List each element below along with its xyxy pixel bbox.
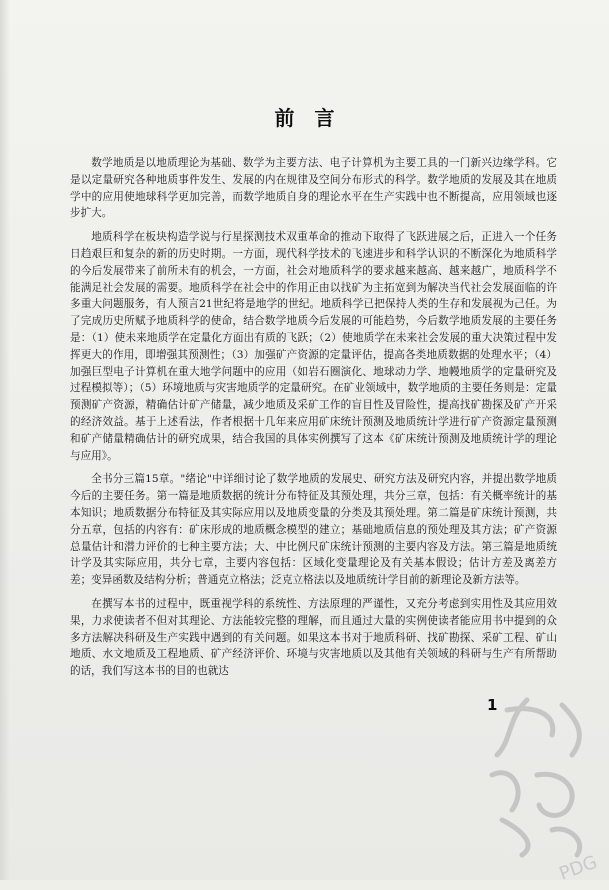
paragraph-3: 全书分三篇15章。"绪论"中详细讨论了数学地质的发展史、研究方法及研究内容，并提出数学地质今后的主要任务。第一篇是地质数据的统计分布特征及其预处理，共分三章，包括：有关概率统计的基本知识；地质数据分布特征及其实际应用以及地质变量的分类及其预处理。第二篇是矿床统计预测，共分五章，包括的内容有：矿床形成的地质概念模型的建立；基础地质信息的预处理及其方法；矿产资源总量估计和潜力评价的七种主要方法；大、中比例尺矿床统计预测的主要内容及方法。第三篇是地质统计学及其实际应用，共分七章，主要内容包括：区域化变量理论及有关基本假设；估计方差及离差方差；变异函数及结构分析；普通克立格法；泛克立格法以及地质统计学目前的新理论及新方法等。 [70, 473, 557, 587]
paragraph-4: 在撰写本书的过程中，既重视学科的系统性、方法原理的严谨性，又充分考虑到实用性及其应用效果，力求使读者不但对其理论、方法能较完整的理解，而且通过大量的实例使读者能应用书中提到的众多方法解决科研及生产实践中遇到的有关问题。如果这本书对于地质科研、找矿勘探、采矿工程、矿山地质、水文地质及工程地质、矿产经济评价、环境与灾害地质以及其他有关领域的科研与生产有所帮助的话，我们写这本书的目的也就达 [70, 597, 557, 678]
pdg-watermark-seal [467, 680, 609, 890]
page-title: 前言 [274, 106, 355, 130]
watermark-label: PDG [556, 851, 601, 885]
page-number: 1 [487, 696, 498, 714]
paragraph-2: 地质科学在板块构造学说与行星探测技术双重革命的推动下取得了飞跃进展之后，正进入一个任务日趋艰巨和复杂的新的历史时期。一方面，现代科学技术的飞速进步和科学认识的不断深化为地质科学的今后发展带来了前所未有的机会，一方面，社会对地质科学的要求越来越高、越来越广，地质科学不能满足社会发展的需要。地质科学在社会中的作用正由以找矿为主拓宽到为解决当代社会发展面临的许多重大问题服务，有人预言21世纪将是地学的世纪。地质科学已把保持人类的生存和发展视为己任。为了完成历史所赋予地质科学的使命，结合数学地质今后发展的可能趋势，今后数学地质发展的主要任务是：（1）使未来地质学在定量化方面出有质的飞跃；（2）使地质学在未来社会发展的重大决策过程中发挥更大的作用，即增强其预测性；（3）加强矿产资源的定量评估，提高各类地质数据的处理水平；（4）加强巨型电子计算机在重大地学问题中的应用（如岩石圈演化、地球动力学、地幔地质学的定量研究及过程模拟等）；（5）环境地质与灾害地质学的定量研究。在矿业领域中，数学地质的主要任务则是：定量预测矿产资源，精确估计矿产储量，减少地质及采矿工作的盲目性及冒险性，提高找矿勘探及矿产开采的经济效益。基于上述看法，作者根据十几年来应用矿床统计预测及地质统计学进行矿产资源定量预测和矿产储量精确估计的研究成果，结合我国的具体实例撰写了这本《矿床统计预测及地质统计学的理论与应用》。 [70, 231, 557, 462]
page-scan-edge [0, 0, 10, 880]
preface-body [70, 155, 557, 680]
paragraph-1: 数学地质是以地质理论为基础、数学为主要方法、电子计算机为主要工具的一门新兴边缘学科。它是以定量研究各种地质事件发生、发展的内在规律及空间分布形式的科学。数学地质的发展及其在地质学中的应用使地球科学更加完善，而数学地质自身的理论水平在生产实践中也不断提高，应用领域也逐步扩大。 [70, 157, 557, 220]
